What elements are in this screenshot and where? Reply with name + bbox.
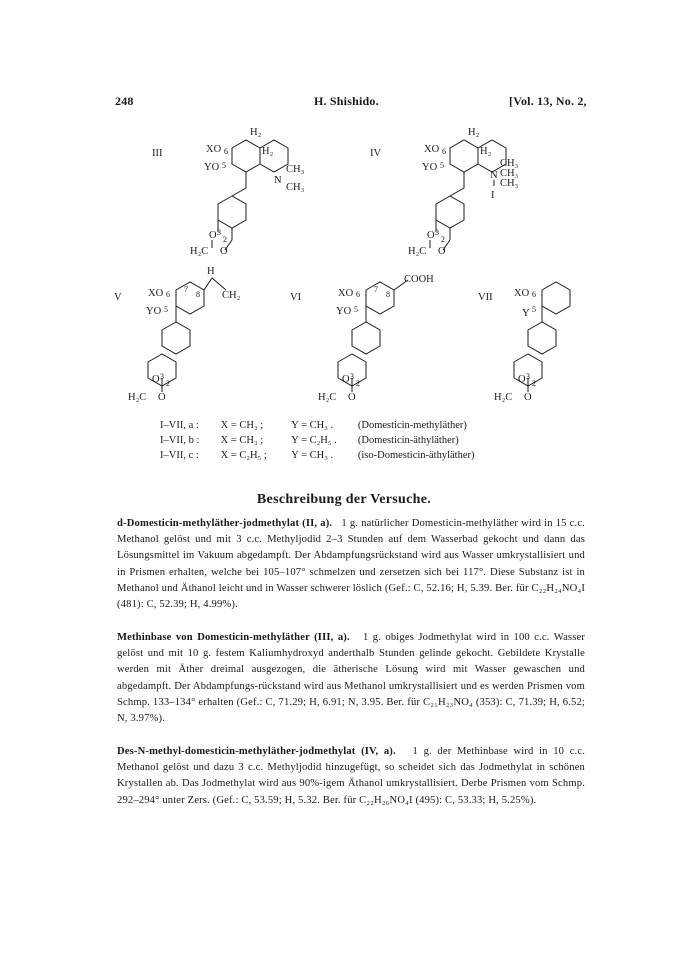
structure-IV-ch3-a: CH₃ <box>500 158 519 169</box>
legend-compound-name: (iso-Domesticin-äthyläther) <box>357 450 475 461</box>
structure-V-yo: YO <box>146 306 162 317</box>
structure-IV-o3: O <box>427 230 435 241</box>
structure-V-h: H <box>207 266 215 277</box>
structure-III-xo: XO <box>206 144 222 155</box>
structure-VII-pos3: 3 <box>526 372 530 381</box>
legend-y: Y = CH₃ . <box>291 450 334 461</box>
paragraph-title: Des-N-methyl-domesticin-methyläther-jodmethylat (IV, a). <box>117 746 396 757</box>
structure-III-pos3: 3 <box>217 228 221 237</box>
structure-III-o3: O <box>209 230 217 241</box>
structure-VI-pos6: 6 <box>356 290 360 299</box>
structure-VII-h2c: H₂C <box>494 392 513 403</box>
structure-III-pos2: 2 <box>223 235 227 244</box>
legend-compound-name: (Domesticin-äthyläther) <box>357 435 459 446</box>
legend-row <box>160 433 475 448</box>
page-number: 248 <box>115 94 134 108</box>
legend-label: I–VII, a : <box>160 420 199 431</box>
structure-III-h2-right: H₂ <box>262 146 274 157</box>
structure-VII-label: VII <box>478 292 493 303</box>
legend-row <box>160 418 475 433</box>
substituent-legend <box>160 418 475 463</box>
legend-label: I–VII, c : <box>160 450 199 461</box>
structure-VII-pos5: 5 <box>532 305 536 314</box>
structure-III-yo: YO <box>204 162 220 173</box>
structure-V-pos6: 6 <box>166 290 170 299</box>
structure-IV-xo: XO <box>424 144 440 155</box>
legend-y: Y = C₂H₅ . <box>291 435 337 446</box>
structure-VII-pos6: 6 <box>532 290 536 299</box>
structure-III-h2-top: H₂ <box>250 127 262 138</box>
structure-V-pos2: 2 <box>166 379 170 388</box>
structure-IV-pos5: 5 <box>440 161 444 170</box>
paragraph-text: 1 g. obiges Jodmethylat wird in 100 c.c. Wasser gelöst und mit 10 g. festem Kaliumhydroxyd anderthalb Stunden gelinde gekocht. Gebildete Krystalle werden mit Äther dreimal ausgezogen, die ätherische Lösung wird mit Wasser gewaschen und abgedampft. Der Abdampfungs-rückstand wird aus Methanol umkrystallisiert und es werden Prismen vom Schmp. 133–134° erhalten (Gef.: C, 71.29; H, 6.91; N, 3.95. Ber. für C₂₁H₂₃NO₄ (353): C, 71.39; H, 6.52; N, 3.97%). <box>117 632 585 725</box>
structure-V-pos7: 7 <box>184 285 188 294</box>
paragraph-text: 1 g. natürlicher Domesticin-methyläther wird in 15 c.c. Methanol gelöst und mit 3 c.c. Methyljodid 2–3 Stunden auf dem Wasserbad gekocht und dann das Lösungsmittel im Vakuum abgedampft. Der Abdampfungsrückstand wird aus Wasser umkrystallisiert und in Prismen erhalten, welche bei 105–107° schmelzen und zersetzen sich bei 117°. Diese Substanz ist in Methanol und Äthanol leicht und in Wasser schwerer löslich (Gef.: C, 52.16; H, 5.39. Ber. für C₂₂H₂₄NO₄I (481): C, 52.39; H, 4.99%). <box>117 518 585 611</box>
structure-III-ch3-a: CH₃ <box>286 164 305 175</box>
structure-V-pos3: 3 <box>160 372 164 381</box>
structure-VII-y: Y <box>522 308 530 319</box>
paragraph-title: Methinbase von Domesticin-methyläther (III, a). <box>117 632 350 643</box>
legend-x: X = CH₃ ; <box>220 435 264 446</box>
structure-III-pos5: 5 <box>222 161 226 170</box>
structure-IV-h2-top: H₂ <box>468 127 480 138</box>
structure-VI-o-bottom: O <box>348 392 356 403</box>
structure-III-o-bottom: O <box>220 246 228 257</box>
running-volume: [Vol. 13, No. 2, <box>509 94 587 108</box>
structure-IV-ch3-c: CH₃ <box>500 178 519 189</box>
structure-V-o-bottom: O <box>158 392 166 403</box>
structure-V-h2c: H₂C <box>128 392 147 403</box>
section-title: Beschreibung der Versuche. <box>256 492 432 507</box>
structure-VI-cooh: COOH <box>404 274 434 285</box>
legend-compound-name: (Domesticin-methyläther) <box>357 420 467 431</box>
structure-VI-pos2: 2 <box>356 379 360 388</box>
running-author: H. Shishido. <box>314 94 379 108</box>
legend-x: X = CH₃ ; <box>220 420 264 431</box>
structure-III-ch3-b: CH₃ <box>286 182 305 193</box>
structure-III-label: III <box>152 148 163 159</box>
structure-IV-n: N <box>490 170 498 181</box>
structure-IV-yo: YO <box>422 162 438 173</box>
legend-y: Y = CH₃ . <box>291 420 334 431</box>
structure-VI-yo: YO <box>336 306 352 317</box>
structure-VI-pos7: 7 <box>374 285 378 294</box>
structure-IV-h2-right: H₂ <box>480 146 492 157</box>
structure-V-ch2: CH₂ <box>222 290 241 301</box>
structure-III-bonds <box>212 140 288 250</box>
structure-V-label: V <box>114 292 122 303</box>
structure-VI-pos8: 8 <box>386 290 390 299</box>
structure-III-n: N <box>274 175 282 186</box>
structure-VI-pos3: 3 <box>350 372 354 381</box>
structural-formulas <box>0 0 688 440</box>
structure-III-h2c: H₂C <box>190 246 209 257</box>
structure-IV-h2c: H₂C <box>408 246 427 257</box>
structure-VII-xo: XO <box>514 288 530 299</box>
structure-IV-o-bottom: O <box>438 246 446 257</box>
structure-III-pos6: 6 <box>224 147 228 156</box>
structure-IV-pos2: 2 <box>441 235 445 244</box>
experiment-paragraph <box>117 744 585 809</box>
structure-V-pos5: 5 <box>164 305 168 314</box>
structure-IV-label: IV <box>370 148 382 159</box>
legend-x: X = C₂H₅ ; <box>220 450 267 461</box>
structure-IV-pos3: 3 <box>435 228 439 237</box>
structure-V-xo: XO <box>148 288 164 299</box>
experiment-paragraph <box>117 516 585 613</box>
structure-VII-o-bottom: O <box>524 392 532 403</box>
structure-VI-pos5: 5 <box>354 305 358 314</box>
paragraph-title: d-Domesticin-methyläther-jodmethylat (II, a). <box>117 518 333 529</box>
paragraph-text: 1 g. der Methinbase wird in 10 c.c. Methanol gelöst und dazu 3 c.c. Methyljodid hinzugefügt, so scheidet sich das Jodmethylat in schönen Krystallen ab. Das Jodmethylat wird aus 90%-igem Äthanol umkrystallisiert. Derbe Prismen vom Schmp. 292–294° unter Zers. (Gef.: C, 53.59; H, 5.32. Ber. für C₂₂H₂₆NO₄I (495): C, 53.33; H, 5.25%). <box>117 746 585 806</box>
structure-VI-label: VI <box>290 292 302 303</box>
structure-IV-bonds <box>430 140 506 250</box>
structure-VI-h2c: H₂C <box>318 392 337 403</box>
structure-IV-ch3-b: CH₃ <box>500 168 519 179</box>
structure-V-pos8: 8 <box>196 290 200 299</box>
structure-V-o3: O <box>152 374 160 385</box>
structure-IV-pos6: 6 <box>442 147 446 156</box>
structure-VI-xo: XO <box>338 288 354 299</box>
experiment-paragraph <box>117 630 585 727</box>
structure-VII-o3: O <box>518 374 526 385</box>
legend-label: I–VII, b : <box>160 435 200 446</box>
structure-VII-pos2: 2 <box>532 379 536 388</box>
structure-IV-iodide: I <box>491 190 495 201</box>
legend-row <box>160 448 475 463</box>
structure-VI-o3: O <box>342 374 350 385</box>
